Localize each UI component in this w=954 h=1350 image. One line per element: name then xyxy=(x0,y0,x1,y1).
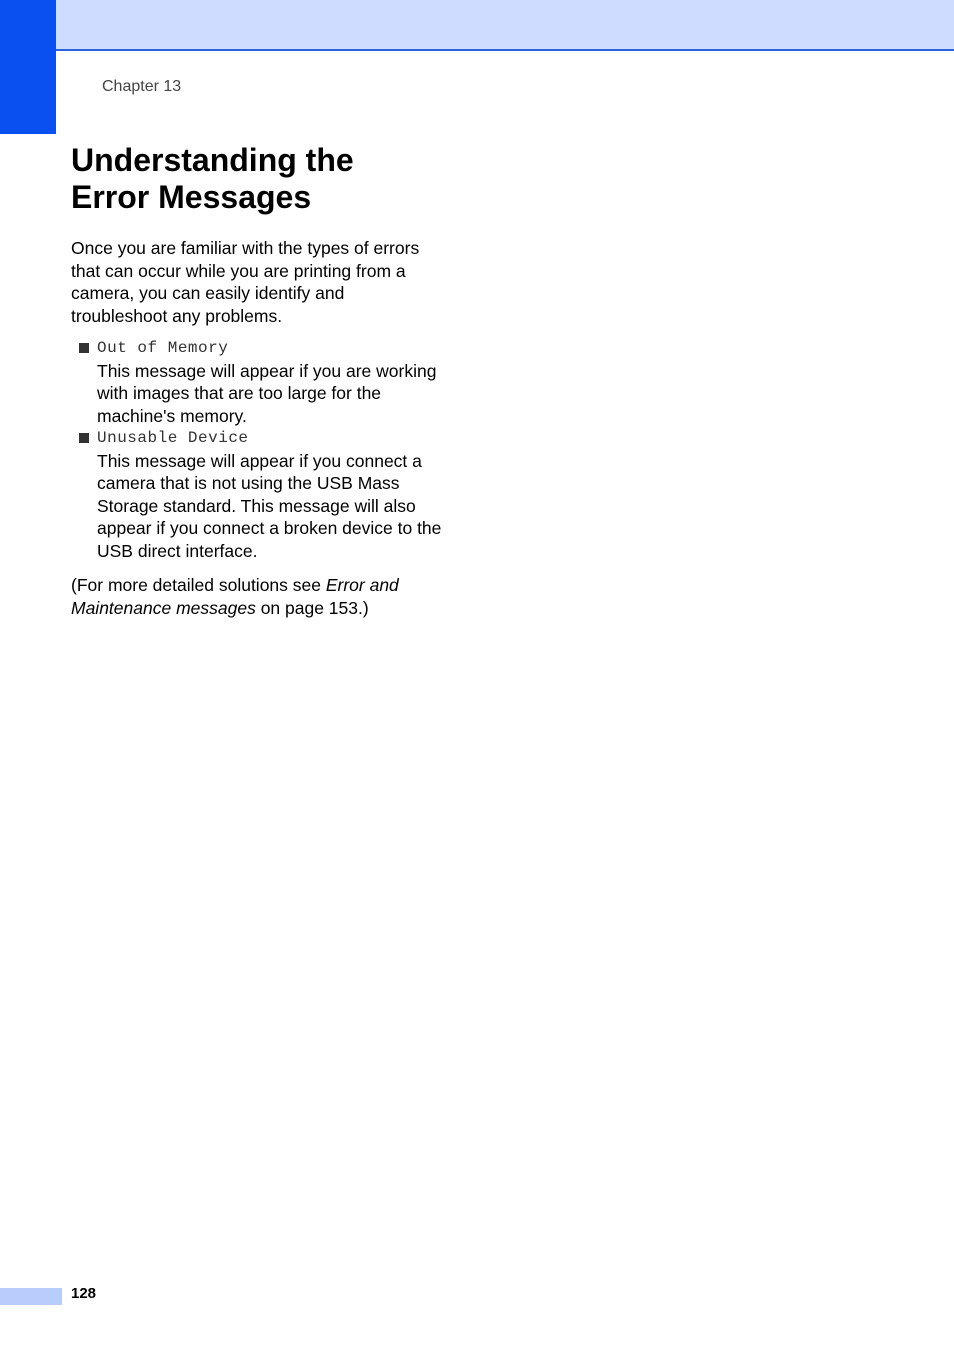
cross-reference-link[interactable]: Error and Maintenance messages xyxy=(71,575,399,618)
intro-paragraph: Once you are familiar with the types of errors that can occur while you are printing from a camera, you can easily identify and troubleshoot any problems. xyxy=(71,238,420,326)
page-title-line1: Understanding the xyxy=(71,142,354,178)
footer-bar xyxy=(0,1288,62,1305)
list-item xyxy=(71,337,443,427)
error-label: Unusable Device xyxy=(97,429,249,447)
square-bullet-icon xyxy=(79,433,89,443)
list-item xyxy=(71,427,443,562)
closing-paragraph xyxy=(71,574,443,619)
error-label: Out of Memory xyxy=(97,339,229,357)
closing-prefix: (For more detailed solutions see xyxy=(71,575,326,595)
page-number: 128 xyxy=(71,1285,97,1302)
page-title xyxy=(71,142,491,216)
square-bullet-icon xyxy=(79,343,89,353)
closing-suffix: on page 153.) xyxy=(255,597,369,618)
chapter-tab xyxy=(0,0,56,134)
page-title-line2: Error Messages xyxy=(71,179,312,215)
header-band xyxy=(0,0,954,51)
section-body xyxy=(71,237,443,619)
error-description: This message will appear if you connect a camera that is not using the USB Mass Storage standard. This message will also appear if you connect a broken device to the USB direct interface. xyxy=(97,450,442,561)
error-description: This message will appear if you are working with images that are too large for the machine's memory. xyxy=(97,360,437,426)
chapter-label: Chapter 13 xyxy=(102,78,182,95)
